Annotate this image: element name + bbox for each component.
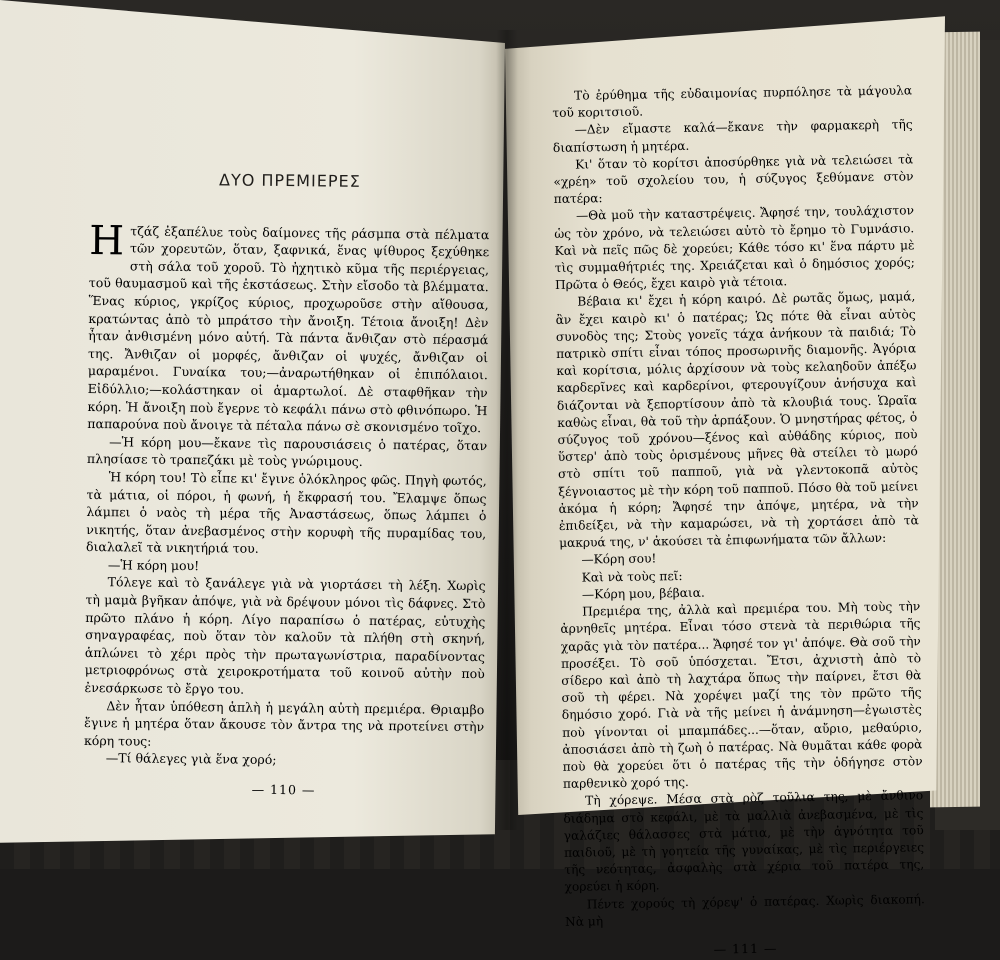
- paragraph: Βέβαια κι' ἔχει ἡ κόρη καιρό. Δὲ ρωτᾶς ὅμως, μαμά, ἂν ἔχει καιρὸ κι' ὁ πατέρας; Ὡς πότε θὰ εἶναι αὐτὸς συνοδὸς της; Στοὺς γονεῖς τάχα ἀνήκουν τὰ παιδιά; Τὸ πατρικὸ σπίτι εἶναι τόπος προσωρινῆς διαμονῆς. Ἀγόρια καὶ κορίτσια, μόλις ἀρχίσουν νὰ τοὺς κελαηδοῦν ἀπέξω καρδερῖνες καὶ καρδερίνοι, φτερουγίζουν ἀνήσυχα καὶ διάζονται νὰ ξεπορτίσουν ἀπὸ τὰ κλουβιά τους. Ὡραῖα καθὼς εἶναι, θὰ τοῦ τὴν ἁρπάξουν. Ὁ μνηστήρας φέτος, ὁ σύζυγος τοῦ χρόνου—ξένος καὶ αὐθάδης κύριος, ποὺ ὕστερ' ἀπὸ τοὺς ὁρισμένους μῆνες θὰ στείλει τὸ μωρό στὸ σπίτι τοῦ παπποῦ, γιὰ νὰ γλεντοκοπᾶ αὐτὸς ξέγνοιαστος μὲ τὴν κόρη τοῦ παπποῦ. Πόσο θὰ τοῦ μείνει ἀκόμα ἡ κόρη; Ἄφησέ την ἀπόψε, μητέρα, νὰ τὴν ἐπιδείξει, νὰ τὴν καμαρώσει, νὰ τὴ χορτάσει ἀπὸ τὰ μακρυά της, ν' ἀκούσει τὰ ἐπιφωνήματα τῶν ἄλλων:: [555, 289, 919, 551]
- paragraph: Πρεμιέρα της, ἀλλὰ καὶ πρεμιέρα του. Μὴ τοὺς τὴν ἀρνηθεῖς μητέρα. Εἶναι τόσο στενὰ τὰ περιθώρια τῆς χαρᾶς γιὰ τὸν πατέρα... Ἄφησέ τον γι' ἀπόψε. Θὰ σοῦ τὴν προσέξει. Τὸ σοῦ ὑπόσχεται. Ἔτσι, ἀχνιστὴ ἀπὸ τὸ σίδερο καὶ ἀπὸ τὴ λαχτάρα ὅπως τὴν παίρνει, ἔτσι θὰ σοῦ τὴ φέρει. Νὰ χορέψει μαζί της τὸν πρῶτο τῆς δημόσιο χορό. Γιὰ νὰ τῆς μείνει ἡ ἀνάμνηση—ἐγωιστὲς ποὺ γίνονται οἱ μπαμπάδες...—ὅταν, αὔριο, μεθαύριο, ἀποσιάσει ἀπὸ τὴ ζωὴ ὁ πατέρας. Νὰ θυμᾶται κάθε φορὰ ποὺ θὰ χορεύει ὅτι ὁ πατέρας τῆς τὴν ὁδήγησε στὸν παρθενικὸ χορό της.: [560, 599, 923, 792]
- paragraph: Ἡ κόρη του! Τὸ εἶπε κι' ἔγινε ὁλόκληρος φῶς. Πηγὴ φωτός, τὰ μάτια, οἱ πόροι, ἡ φωνή, ἡ ἔκφρασή του. Ἔλαμψε ὅπως λάμπει ὁ ναὸς τὴ μέρα τῆς Ἀναστάσεως, ὅπως λάμπει ὁ νικητής, ὅταν ἀνεβασμένος στὴν κορυφὴ τῆς πυραμίδας του, διαλαλεῖ τὰ νικητήριά του.: [85, 469, 487, 557]
- paragraph: —Ἡ κόρη μου!: [107, 557, 200, 574]
- paragraph: —Δὲν εἴμαστε καλά—ἔκανε τὴν φαρμακερὴ τῆς διαπίστωση ἡ μητέρα.: [552, 117, 913, 155]
- paragraph: —Θὰ μοῦ τὴν καταστρέψεις. Ἄφησέ την, τουλάχιστον ὡς τὸν χρόνο, νὰ τελειώσει αὐτὸ τὸ ἔρημο τὸ Γυμνάσιο. Καὶ νὰ πεῖς πῶς δὲ χορεύει; Κάθε τόσο κι' ἕνα πάρτυ μὲ τὶς συμμαθήτριές της. Χρειάζεται καὶ ὁ δημόσιος χορός; Πρῶτα ὁ Θεός, ἔχει καιρὸ γιὰ τέτοια.: [554, 203, 915, 293]
- drop-cap: Η: [89, 217, 125, 264]
- paragraph: —Τί θάλεγες γιὰ ἕνα χορό;: [105, 750, 277, 768]
- paragraph: Κι' ὅταν τὸ κορίτσι ἀποσύρθηκε γιὰ νὰ τελειώσει τὰ «χρέη» τοῦ σχολείου του, ἡ σύζυγος ξεθύμανε στὸν πατέρα:: [553, 152, 914, 207]
- paragraph: —Κόρη μου, βέβαια.: [581, 585, 705, 602]
- paragraph: Τὴ χόρεψε. Μέσα στὰ ρὸζ τοῦλια της, μὲ ἄνθινο διάδημα στὸ κεφάλι, μὲ τὰ μαλλιὰ ἀνεβασμένα, μὲ τὶς γαλάζιες θάλασσες στὰ μάτια, μὲ τὴν ἀγνότητα τοῦ παιδιοῦ, μὲ τὴ γοητεία τῆς γυναίκας, μὲ τὶς περιέργειες τῆς νεότητας, ἀσφαλὴς στὰ χέρια τοῦ πατέρα της, χορεύει ἡ κόρη.: [563, 788, 925, 895]
- page-number-left: — 110 —: [251, 781, 316, 798]
- paragraph: —Ἡ κόρη μου—ἔκανε τὶς παρουσιάσεις ὁ πατέρας, ὅταν πλησίασε τὸ τραπεζάκι μὲ τοὺς γνώριμους.: [86, 433, 488, 470]
- paragraph: Τὸ ἐρύθημα τῆς εὐδαιμονίας πυρπόλησε τὰ μάγουλα τοῦ κοριτσιοῦ.: [552, 83, 913, 121]
- right-page-text: [552, 82, 926, 960]
- paragraph: —Κόρη σου!: [581, 551, 657, 568]
- opening-paragraph: [87, 217, 490, 437]
- paragraph: Τόλεγε καὶ τὸ ξανάλεγε γιὰ νὰ γιορτάσει τὴ λέξη. Χωρὶς τὴ μαμὰ βγῆκαν ἀπόψε, γιὰ νὰ δρέψουν μόνοι τὶς δάφνες. Στὸ πρῶτο πλάνο ἡ κόρη. Λίγο παραπίσω ὁ πατέρας, εὐτυχὴς σηναγραφέας, ποὺ ὅταν τὸν καλοῦν τὰ πλήθη στὴ σκηνή, ἁπλώνει τὸ χέρι πρὸς τὴν πρωταγωνίστρια, παραδίνοντας μετριοφρόνως στὰ χειροκροτήματα τοῦ κοινοῦ αὐτὴν ποὺ ἐνεσάρκωσε τὸ ἔργο του.: [84, 574, 486, 697]
- chapter-title: ΔΥΟ ΠΡΕΜΙΕΡΕΣ: [218, 170, 361, 191]
- left-page-text: [83, 170, 490, 801]
- paragraph: Δὲν ἦταν ὑπόθεση ἁπλὴ ἡ μεγάλη αὐτὴ πρεμιέρα. Θριαμβο ἔγινε ἡ μητέρα ὅταν ἄκουσε τὸν ἄντρα της νὰ προτείνει στὴν κόρη τους:: [83, 697, 485, 749]
- paragraph-text: τζάζ ἐξαπέλυε τοὺς δαίμονες τῆς ράσμπα στὰ πέλματα τῶν χορευτῶν, ὅταν, ξαφνικά, ἕνας ψίθυρος ξεχύθηκε στὴ σάλα τοῦ χοροῦ. Τὸ ἠχητικὸ κῦμα τῆς περιέργειας, τοῦ θαυμασμοῦ καὶ τῆς ἐκστάσεως. Στὴν εἴσοδο τὰ βλέμματα. Ἕνας κύριος, γκρίζος κύριος, προχωροῦσε στὴν αἴθουσα, κρατώντας ἀπὸ τὸ μπράτσο τὴν ἄνοιξη. Τέτοια ἄνοιξη! Δὲν ἦταν ἀνθισμένη μόνο αὐτή. Τὰ πάντα ἄνθιζαν στὸ πέρασμά της. Ἄνθιζαν οἱ μορφές, ἄνθιζαν οἱ ψυχές, ἄνθιζαν οἱ μαραμένοι. Γυναίκα του;—ἀναρωτήθηκαν οἱ ἐπιπόλαιοι. Εἰδύλλιο;—κολάστηκαν οἱ ἁμαρτωλοί. Δὲ σταφθῆκαν τὴν κόρη. Ἡ ἄνοιξη ποὺ ἔγερνε τὸ κεφάλι πάνω στὸ φθινόπωρο. Ἡ παπαρούνα ποὺ ἄνοιγε τὰ πέταλα πάνω σὲ σκονισμένο τοῖχο.: [87, 223, 490, 436]
- paragraph: Καὶ νὰ τοὺς πεῖ:: [581, 568, 683, 585]
- page-number-right: — 111 —: [713, 940, 778, 957]
- paragraph: Πέντε χορούς τὴ χόρεψ' ὁ πατέρας. Χωρὶς διακοπή. Νὰ μὴ: [564, 891, 925, 929]
- book-gutter: [496, 30, 518, 830]
